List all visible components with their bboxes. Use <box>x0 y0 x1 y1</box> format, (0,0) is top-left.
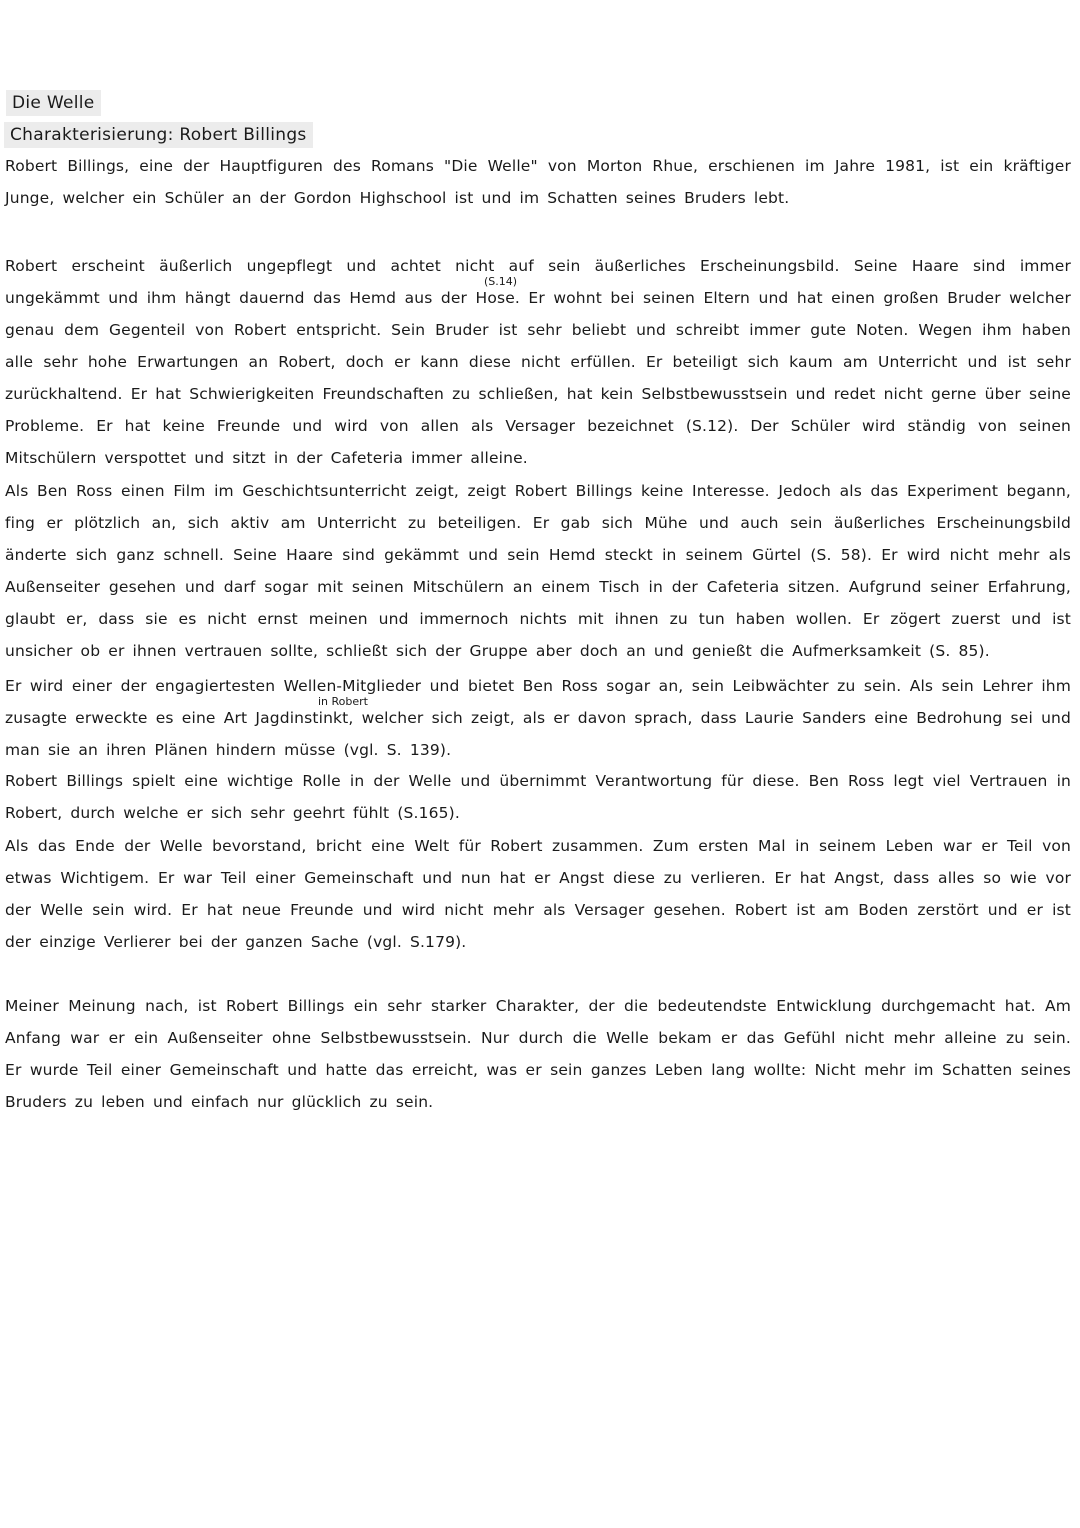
intro-text: Robert Billings, eine der Hauptfiguren des Romans "Die Welle" von Morton Rhue, erschienen im Jahre 1981, ist ein kräftiger Junge, welcher ein Schüler an der Gordon Highschool ist und im Schatten seines Bruders lebt. <box>5 157 1071 207</box>
paragraph-role: Robert Billings spielt eine wichtige Rolle in der Welle und übernimmt Verantwortung für diese. Ben Ross legt viel Vertrauen in Robert, durch welche er sich sehr geehrt fühlt (S.165). <box>5 772 1071 822</box>
body-paragraph <box>5 670 1071 766</box>
paragraph-ending: Als das Ende der Welle bevorstand, bricht eine Welt für Robert zusammen. Zum ersten Mal in seinem Leben war er Teil von etwas Wichtigem. Er war Teil einer Gemeinschaft und nun hat er Angst diese zu verlieren. Er hat Angst, dass alles so wie vor der Welle sein wird. Er hat neue Freunde und wird nicht mehr als Versager gesehen. Robert ist am Boden zerstört und er ist der einzige Verlierer bei der ganzen Sache (vgl. S.179). <box>5 837 1071 951</box>
margin-note-page-ref: (S.14) <box>484 275 518 288</box>
document-subtitle: Charakterisierung: Robert Billings <box>4 122 313 148</box>
conclusion-paragraph <box>5 990 1071 1118</box>
conclusion-text: Meiner Meinung nach, ist Robert Billings ein sehr starker Charakter, der die bedeutendste Entwicklung durchgemacht hat. Am Anfang war er ein Außenseiter ohne Selbstbewusstsein. Nur durch die Welle bekam er das Gefühl nicht mehr alleine zu sein. Er wurde Teil einer Gemeinschaft und hatte das erreicht, was er sein ganzes Leben lang wollte: Nicht mehr im Schatten seines Bruders zu leben und einfach nur glücklich zu sein. <box>5 997 1071 1111</box>
insertion-note: in Robert <box>318 695 368 708</box>
body-paragraph <box>5 765 1071 829</box>
body-paragraph <box>5 830 1071 958</box>
paragraph-appearance: Robert erscheint äußerlich ungepflegt und achtet nicht auf sein äußerliches Erscheinungsbild. Seine Haare sind immer ungekämmt und ihm hängt dauernd das Hemd aus der Hose. Er wohnt bei seinen Eltern und hat einen großen Bruder welcher genau dem Gegenteil von Robert entspricht. Sein Bruder ist sehr beliebt und schreibt immer gute Noten. Wegen ihm haben alle sehr hohe Erwartungen an Robert, doch er kann diese nicht erfüllen. Er beteiligt sich kaum am Unterricht und ist sehr zurückhaltend. Er hat Schwierigkeiten Freundschaften zu schließen, hat kein Selbstbewusstsein und redet nicht gerne über seine Probleme. Er hat keine Freunde und wird von allen als Versager bezeichnet (S.12). Der Schüler wird ständig von seinen Mitschülern verspottet und sitzt in der Cafeteria immer alleine. <box>5 257 1071 467</box>
paragraph-engagement: Er wird einer der engagiertesten Wellen-Mitglieder und bietet Ben Ross sogar an, sein Leibwächter zu sein. Als sein Lehrer ihm zusagte erweckte es eine Art Jagdinstinkt, welcher sich zeigt, als er davon sprach, dass Laurie Sanders eine Bedrohung sei und man sie an ihren Plänen hindern müsse (vgl. S. 139). <box>5 677 1071 759</box>
document-title: Die Welle <box>6 90 101 116</box>
paragraph-experiment: Als Ben Ross einen Film im Geschichtsunterricht zeigt, zeigt Robert Billings keine Interesse. Jedoch als das Experiment begann, fing er plötzlich an, sich aktiv am Unterricht zu beteiligen. Er gab sich Mühe und auch sein äußerliches Erscheinungsbild änderte sich ganz schnell. Seine Haare sind gekämmt und sein Hemd steckt in seinem Gürtel (S. 58). Er wird nicht mehr als Außenseiter gesehen und darf sogar mit seinen Mitschülern an einem Tisch in der Cafeteria sitzen. Aufgrund seiner Erfahrung, glaubt er, dass sie es nicht ernst meinen und immernoch nichts mit ihnen zu tun haben wollen. Er zögert zuerst und ist unsicher ob er ihnen vertrauen sollte, schließt sich der Gruppe aber doch an und genießt die Aufmerksamkeit (S. 85). <box>5 482 1071 660</box>
body-paragraph <box>5 475 1071 667</box>
body-paragraph <box>5 250 1071 474</box>
intro-paragraph <box>5 150 1071 214</box>
